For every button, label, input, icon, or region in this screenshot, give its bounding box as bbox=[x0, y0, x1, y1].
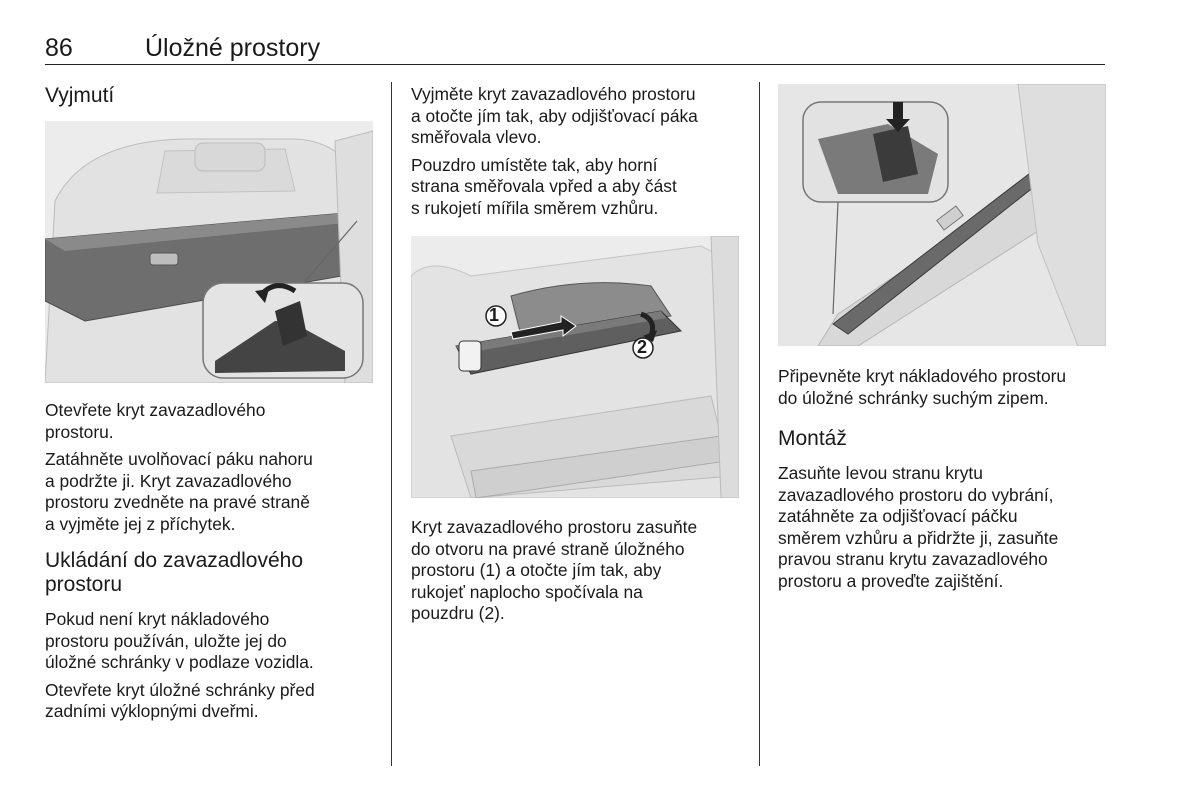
velcro-drawing bbox=[778, 84, 1106, 346]
page-header bbox=[45, 34, 1105, 65]
text-line: do úložné schránky suchým zipem. bbox=[778, 387, 1049, 408]
section-heading-montaz: Montáž bbox=[778, 427, 847, 450]
storing-drawing bbox=[411, 236, 739, 498]
paragraph bbox=[411, 517, 741, 625]
figure-label-2: 2 bbox=[637, 337, 648, 357]
heading-vyjmuti bbox=[45, 84, 114, 108]
col1-body bbox=[45, 400, 375, 723]
paragraph bbox=[411, 84, 741, 149]
text-line: Zatáhněte uvolňovací páku nahoru bbox=[45, 449, 313, 469]
text-line: Vyjměte kryt zavazadlového prostoru bbox=[411, 84, 696, 104]
illustration-removal bbox=[45, 121, 373, 383]
text-line: zavazadlového prostoru do vybrání, bbox=[778, 484, 1054, 505]
section-heading-ukladani bbox=[45, 549, 375, 597]
paragraph bbox=[45, 609, 375, 674]
text-line: Otevřete kryt zavazadlového bbox=[45, 400, 266, 420]
illustration-velcro bbox=[778, 84, 1106, 346]
heading-line: Ukládání do zavazadlového bbox=[45, 549, 304, 572]
paragraph bbox=[778, 366, 1108, 409]
text-line: pouzdru (2). bbox=[411, 603, 505, 623]
figure-label-1: 1 bbox=[489, 305, 500, 325]
col3-body bbox=[778, 366, 1108, 592]
text-line: prostoru používán, uložte jej do bbox=[45, 630, 287, 651]
text-line: prostoru a proveďte zajištění. bbox=[778, 570, 1004, 591]
page-title: Úložné prostory bbox=[145, 34, 321, 62]
text-line: směřovala vlevo. bbox=[411, 127, 542, 147]
text-line: Zasuňte levou stranu krytu bbox=[778, 463, 983, 483]
text-line: prostoru zvedněte na pravé straně bbox=[45, 492, 310, 512]
text-line: a vyjměte jej z příchytek. bbox=[45, 513, 236, 534]
text-line: Připevněte kryt nákladového prostoru bbox=[778, 366, 1067, 386]
page-number: 86 bbox=[45, 34, 73, 62]
text-line: Pokud není kryt nákladového bbox=[45, 609, 270, 629]
paragraph bbox=[45, 449, 375, 535]
text-line: Otevřete kryt úložné schránky před bbox=[45, 679, 315, 700]
column-divider-1 bbox=[391, 82, 392, 766]
section-heading: Vyjmutí bbox=[45, 84, 115, 107]
text-line: a otočte jím tak, aby odjišťovací páka bbox=[411, 105, 698, 126]
text-line: Kryt zavazadlového prostoru zasuňte bbox=[411, 517, 698, 537]
removal-drawing bbox=[45, 121, 373, 383]
paragraph bbox=[45, 680, 375, 723]
text-line: do otvoru na pravé straně úložného bbox=[411, 538, 685, 559]
paragraph bbox=[411, 155, 741, 220]
column-divider-2 bbox=[759, 82, 760, 766]
text-line: prostoru (1) a otočte jím tak, aby bbox=[411, 560, 662, 580]
text-line: prostoru. bbox=[45, 421, 114, 442]
text-line: směrem vzhůru a přidržte ji, zasuňte bbox=[778, 527, 1059, 548]
text-line: pravou stranu krytu zavazadlového bbox=[778, 549, 1048, 569]
paragraph bbox=[778, 463, 1108, 592]
text-line: zadními výklopnými dveřmi. bbox=[45, 701, 259, 721]
text-line: úložné schránky v podlaze vozidla. bbox=[45, 652, 314, 672]
heading-line: prostoru bbox=[45, 573, 123, 596]
text-line: rukojeť naplocho spočívala na bbox=[411, 581, 643, 602]
illustration-storing bbox=[411, 236, 739, 498]
text-line: Pouzdro umístěte tak, aby horní bbox=[411, 154, 658, 175]
col2-body-bottom bbox=[411, 517, 741, 625]
text-line: s rukojetí mířila směrem vzhůru. bbox=[411, 197, 659, 218]
col2-body-top bbox=[411, 84, 741, 219]
text-line: strana směřovala vpřed a aby část bbox=[411, 176, 677, 196]
paragraph bbox=[45, 400, 375, 443]
text-line: a podržte ji. Kryt zavazadlového bbox=[45, 470, 292, 491]
text-line: zatáhněte za odjišťovací páčku bbox=[778, 506, 1018, 526]
